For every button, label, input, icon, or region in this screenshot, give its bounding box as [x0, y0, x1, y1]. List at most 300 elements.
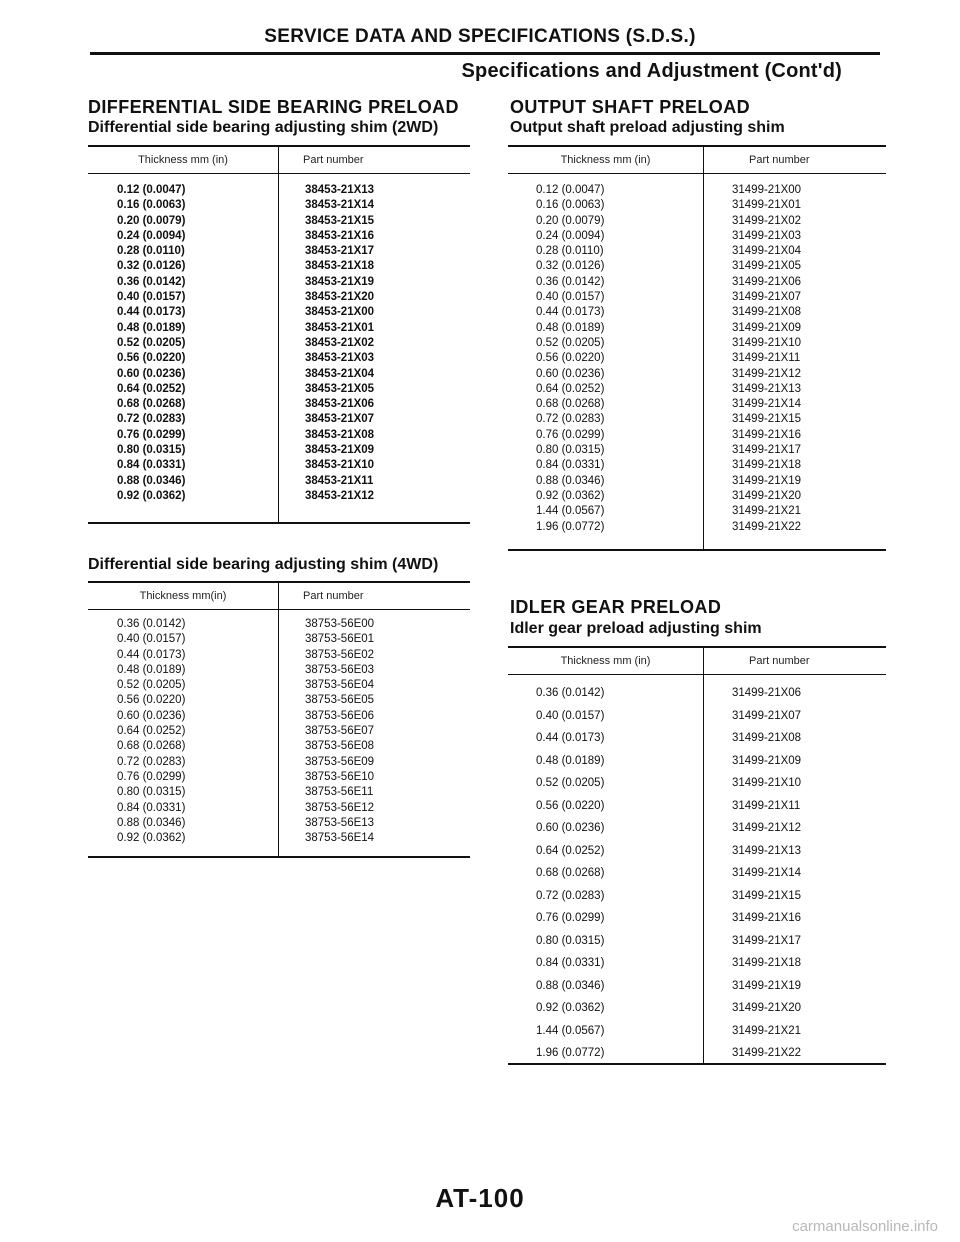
- table-row: [88, 693, 278, 708]
- table-row: [279, 412, 374, 427]
- thickness-cell: 0.68 (0.0268): [536, 398, 605, 411]
- watermark: carmanualsonline.info: [792, 1218, 938, 1235]
- table-row: [88, 336, 278, 351]
- part-number-cell: 31499-21X08: [732, 732, 802, 744]
- part-number-cell: 31499-21X05: [732, 260, 802, 273]
- part-number-cell: 31499-21X19: [732, 474, 802, 487]
- thickness-cell: 0.52 (0.0205): [536, 336, 605, 349]
- part-number-cell: 31499-21X12: [732, 367, 802, 380]
- output-shaft-heading: OUTPUT SHAFT PRELOAD: [510, 97, 750, 117]
- table-row: [508, 244, 703, 259]
- part-number-cell: 38453-21X03: [305, 352, 375, 365]
- part-number-cell: 31499-21X00: [732, 184, 802, 196]
- table-row: [508, 259, 703, 274]
- thickness-cell: 0.32 (0.0126): [117, 260, 186, 273]
- part-number-cell: 31499-21X02: [732, 214, 802, 227]
- thickness-cell: 0.36 (0.0142): [117, 275, 186, 288]
- table-row: [704, 321, 801, 336]
- table-row: [88, 321, 278, 336]
- table-row: [88, 259, 278, 274]
- table-row: [704, 907, 801, 930]
- table-row: [279, 198, 374, 213]
- table-row: [704, 750, 801, 773]
- table-row: [704, 727, 801, 750]
- thickness-cell: 0.64 (0.0252): [536, 382, 605, 395]
- thickness-cell: 0.40 (0.0157): [117, 633, 186, 646]
- table-row: [279, 801, 374, 816]
- thickness-cell: 0.88 (0.0346): [117, 474, 186, 487]
- part-number-cell: 31499-21X13: [732, 382, 802, 395]
- table-row: [508, 290, 703, 305]
- table-row: [704, 198, 801, 213]
- idler-gear-shim-title: Idler gear preload adjusting shim: [510, 620, 762, 637]
- table-row: [279, 489, 374, 504]
- table-row: [704, 885, 801, 908]
- table-row: [704, 474, 801, 489]
- thickness-cell: 0.44 (0.0173): [117, 648, 186, 661]
- table-row: [279, 678, 374, 693]
- thickness-cell: 0.68 (0.0268): [117, 740, 186, 753]
- thickness-cell: 0.24 (0.0094): [117, 229, 186, 242]
- part-number-cell: 38453-21X20: [305, 291, 375, 304]
- thickness-cell: 1.96 (0.0772): [536, 1047, 605, 1059]
- table-row: [704, 862, 801, 885]
- table-row: [704, 290, 801, 305]
- thickness-cell: 0.12 (0.0047): [117, 184, 186, 196]
- table-row: [508, 795, 703, 818]
- thickness-cell: 0.84 (0.0331): [536, 957, 605, 969]
- table-row: [279, 709, 374, 724]
- table-row: [88, 305, 278, 320]
- table-row: [279, 382, 374, 397]
- table-row: [704, 997, 801, 1020]
- thickness-cell: 0.68 (0.0268): [536, 867, 605, 879]
- table-row: [704, 504, 801, 519]
- thickness-cell: 0.92 (0.0362): [536, 1002, 605, 1014]
- table-row: [508, 305, 703, 320]
- part-number-cell: 38453-21X16: [305, 229, 375, 242]
- table-row: [279, 648, 374, 663]
- table-row: [88, 397, 278, 412]
- part-number-cell: 38753-56E08: [305, 740, 375, 753]
- table-row: [508, 397, 703, 412]
- table-row: [508, 1042, 703, 1065]
- part-number-cell: 31499-21X16: [732, 428, 802, 441]
- part-number-cell: 38753-56E03: [305, 663, 375, 676]
- table-row: [88, 214, 278, 229]
- thickness-cell: 0.80 (0.0315): [117, 444, 186, 457]
- part-number-cell: 38753-56E09: [305, 755, 375, 768]
- col-header-thickness: Thickness mm (in): [508, 147, 704, 173]
- table-row: [508, 336, 703, 351]
- thickness-cell: 0.88 (0.0346): [536, 474, 605, 487]
- table-row: [88, 739, 278, 754]
- table-row: [88, 489, 278, 504]
- part-number-cell: 38453-21X19: [305, 275, 375, 288]
- table-row: [88, 428, 278, 443]
- thickness-cell: 0.20 (0.0079): [117, 214, 186, 227]
- thickness-cell: 0.60 (0.0236): [536, 367, 605, 380]
- table-row: [704, 412, 801, 427]
- output-shaft-shim-table: [508, 145, 886, 551]
- table-row: [508, 952, 703, 975]
- thickness-cell: 1.44 (0.0567): [536, 1024, 605, 1037]
- part-number-cell: 38453-21X15: [305, 214, 375, 227]
- thickness-cell: 0.80 (0.0315): [536, 444, 605, 457]
- part-number-cell: 38753-56E12: [305, 801, 375, 814]
- table-row: [88, 617, 278, 632]
- table-row: [704, 382, 801, 397]
- table-row: [704, 795, 801, 818]
- part-number-cell: 38453-21X08: [305, 428, 375, 441]
- thickness-cell: 0.36 (0.0142): [536, 687, 605, 699]
- page-header-title: SERVICE DATA AND SPECIFICATIONS (S.D.S.): [264, 26, 696, 47]
- part-number-cell: 31499-21X15: [732, 889, 802, 902]
- part-number-cell: 31499-21X12: [732, 822, 802, 834]
- thickness-cell: 0.44 (0.0173): [117, 306, 186, 319]
- part-column: [279, 610, 374, 856]
- table-row: [704, 840, 801, 863]
- table-row: [88, 229, 278, 244]
- thickness-cell: 0.60 (0.0236): [117, 709, 186, 722]
- table-row: [88, 678, 278, 693]
- thickness-cell: 0.40 (0.0157): [117, 291, 186, 304]
- part-number-cell: 38453-21X02: [305, 336, 375, 349]
- table-row: [88, 785, 278, 800]
- table-row: [704, 930, 801, 953]
- table-row: [508, 367, 703, 382]
- table-row: [88, 183, 278, 198]
- part-number-cell: 31499-21X18: [732, 957, 802, 969]
- table-row: [508, 930, 703, 953]
- thickness-cell: 0.64 (0.0252): [117, 725, 186, 738]
- thickness-cell: 0.28 (0.0110): [117, 245, 185, 258]
- table-row: [88, 275, 278, 290]
- table-row: [508, 474, 703, 489]
- col-header-part: Part number: [303, 590, 364, 602]
- part-number-cell: 38753-56E04: [305, 679, 375, 692]
- part-number-cell: 31499-21X01: [732, 199, 802, 212]
- table-row: [279, 275, 374, 290]
- col-header-thickness: Thickness mm (in): [88, 147, 279, 173]
- table-row: [88, 648, 278, 663]
- table-row: [279, 336, 374, 351]
- part-number-cell: 31499-21X06: [732, 687, 802, 699]
- table-row: [508, 198, 703, 213]
- table-row: [704, 489, 801, 504]
- table-row: [508, 862, 703, 885]
- thickness-cell: 1.44 (0.0567): [536, 505, 605, 518]
- table-row: [88, 198, 278, 213]
- idler-gear-shim-table: [508, 646, 886, 1065]
- table-row: [508, 351, 703, 366]
- table-row: [88, 709, 278, 724]
- part-number-cell: 38453-21X13: [305, 184, 375, 196]
- table-row: [279, 474, 374, 489]
- thickness-cell: 0.56 (0.0220): [536, 352, 605, 365]
- table-row: [508, 727, 703, 750]
- table-row: [508, 997, 703, 1020]
- part-number-cell: 31499-21X13: [732, 844, 802, 857]
- table-row: [508, 840, 703, 863]
- table-row: [279, 443, 374, 458]
- table-row: [88, 474, 278, 489]
- table-row: [508, 321, 703, 336]
- thickness-cell: 0.84 (0.0331): [536, 459, 605, 472]
- table-row: [279, 739, 374, 754]
- table-row: [704, 229, 801, 244]
- part-number-cell: 31499-21X17: [732, 934, 802, 947]
- thickness-cell: 0.40 (0.0157): [536, 709, 605, 722]
- table-row: [508, 750, 703, 773]
- part-number-cell: 38753-56E01: [305, 633, 375, 646]
- part-number-cell: 31499-21X21: [732, 1024, 802, 1037]
- part-number-cell: 31499-21X18: [732, 459, 802, 472]
- table-row: [279, 755, 374, 770]
- table-row: [508, 907, 703, 930]
- thickness-cell: 0.72 (0.0283): [536, 413, 605, 426]
- table-row: [508, 885, 703, 908]
- table-row: [704, 367, 801, 382]
- part-number-cell: 38453-21X04: [305, 367, 375, 380]
- thickness-cell: 0.88 (0.0346): [536, 979, 605, 992]
- part-number-cell: 31499-21X20: [732, 489, 802, 502]
- part-number-cell: 38453-21X17: [305, 245, 375, 258]
- thickness-cell: 0.92 (0.0362): [117, 489, 186, 502]
- table-row: [704, 397, 801, 412]
- table-row: [279, 229, 374, 244]
- table-row: [279, 305, 374, 320]
- table-row: [279, 367, 374, 382]
- thickness-cell: 0.56 (0.0220): [536, 799, 605, 812]
- part-number-cell: 31499-21X06: [732, 275, 802, 288]
- thickness-cell: 0.56 (0.0220): [117, 352, 186, 365]
- thickness-cell: 0.92 (0.0362): [536, 489, 605, 502]
- part-number-cell: 38453-21X06: [305, 398, 375, 411]
- thickness-cell: 0.60 (0.0236): [117, 367, 186, 380]
- table-row: [704, 1042, 801, 1065]
- part-number-cell: 38453-21X05: [305, 382, 375, 395]
- part-number-cell: 31499-21X20: [732, 1002, 802, 1014]
- table-row: [704, 305, 801, 320]
- thickness-cell: 0.88 (0.0346): [117, 816, 186, 829]
- thickness-cell: 0.48 (0.0189): [536, 754, 605, 767]
- col-header-part: Part number: [749, 154, 810, 166]
- thickness-cell: 0.16 (0.0063): [117, 199, 186, 212]
- part-number-cell: 38453-21X01: [305, 321, 375, 334]
- part-column: [704, 675, 801, 1063]
- table-row: [508, 772, 703, 795]
- part-number-cell: 31499-21X08: [732, 306, 802, 319]
- part-number-cell: 31499-21X22: [732, 1047, 802, 1059]
- thickness-cell: 0.72 (0.0283): [117, 755, 186, 768]
- thickness-cell: 0.76 (0.0299): [117, 428, 186, 441]
- part-number-cell: 38453-21X11: [305, 474, 374, 487]
- table-row: [508, 489, 703, 504]
- part-number-cell: 31499-21X19: [732, 979, 802, 992]
- shim-2wd-table: [88, 145, 470, 524]
- header-rule: [90, 52, 880, 55]
- thickness-cell: 1.96 (0.0772): [536, 520, 605, 533]
- thickness-cell: 0.44 (0.0173): [536, 732, 605, 744]
- table-row: [88, 290, 278, 305]
- table-row: [508, 214, 703, 229]
- table-row: [88, 351, 278, 366]
- part-number-cell: 38753-56E07: [305, 725, 375, 738]
- table-row: [279, 831, 374, 846]
- part-number-cell: 38453-21X09: [305, 444, 375, 457]
- table-row: [88, 755, 278, 770]
- part-number-cell: 38753-56E11: [305, 786, 374, 799]
- table-row: [279, 351, 374, 366]
- thickness-column: [508, 675, 704, 1063]
- thickness-cell: 0.64 (0.0252): [536, 844, 605, 857]
- table-row: [704, 183, 801, 198]
- table-row: [88, 724, 278, 739]
- part-number-cell: 31499-21X03: [732, 229, 802, 242]
- table-row: [508, 1020, 703, 1043]
- table-row: [704, 705, 801, 728]
- part-number-cell: 31499-21X11: [732, 799, 801, 812]
- table-row: [704, 952, 801, 975]
- part-number-cell: 31499-21X21: [732, 505, 802, 518]
- table-row: [279, 663, 374, 678]
- table-row: [508, 458, 703, 473]
- thickness-cell: 0.52 (0.0205): [117, 679, 186, 692]
- table-row: [704, 817, 801, 840]
- table-row: [704, 975, 801, 998]
- table-row: [704, 259, 801, 274]
- part-number-cell: 31499-21X04: [732, 245, 802, 258]
- part-number-cell: 31499-21X07: [732, 709, 802, 722]
- shim-4wd-title: Differential side bearing adjusting shim (4WD): [88, 556, 439, 573]
- thickness-cell: 0.64 (0.0252): [117, 382, 186, 395]
- part-number-cell: 38453-21X07: [305, 413, 375, 426]
- thickness-cell: 0.48 (0.0189): [117, 321, 186, 334]
- table-row: [88, 770, 278, 785]
- table-row: [508, 504, 703, 519]
- thickness-cell: 0.92 (0.0362): [117, 832, 186, 845]
- thickness-cell: 0.68 (0.0268): [117, 398, 186, 411]
- thickness-cell: 0.36 (0.0142): [117, 618, 186, 630]
- table-row: [704, 520, 801, 535]
- table-row: [508, 443, 703, 458]
- table-row: [279, 724, 374, 739]
- table-row: [508, 682, 703, 705]
- table-row: [508, 412, 703, 427]
- table-row: [88, 443, 278, 458]
- table-row: [279, 183, 374, 198]
- table-row: [704, 214, 801, 229]
- thickness-cell: 0.72 (0.0283): [117, 413, 186, 426]
- thickness-cell: 0.44 (0.0173): [536, 306, 605, 319]
- table-row: [704, 244, 801, 259]
- part-number-cell: 38453-21X10: [305, 459, 375, 472]
- table-row: [704, 1020, 801, 1043]
- thickness-cell: 0.76 (0.0299): [536, 428, 605, 441]
- part-number-cell: 31499-21X07: [732, 291, 802, 304]
- table-row: [279, 632, 374, 647]
- part-number-cell: 31499-21X11: [732, 352, 801, 365]
- part-number-cell: 31499-21X14: [732, 398, 802, 411]
- table-row: [508, 428, 703, 443]
- table-row: [88, 382, 278, 397]
- thickness-cell: 0.80 (0.0315): [117, 786, 186, 799]
- thickness-cell: 0.48 (0.0189): [117, 663, 186, 676]
- part-number-cell: 31499-21X16: [732, 912, 802, 924]
- part-number-cell: 38753-56E10: [305, 770, 375, 783]
- table-row: [704, 443, 801, 458]
- col-header-part: Part number: [749, 655, 810, 667]
- output-shaft-shim-title: Output shaft preload adjusting shim: [510, 119, 785, 136]
- part-number-cell: 38753-56E00: [305, 618, 375, 630]
- thickness-cell: 0.84 (0.0331): [117, 459, 186, 472]
- table-row: [704, 275, 801, 290]
- part-number-cell: 31499-21X09: [732, 321, 802, 334]
- thickness-cell: 0.76 (0.0299): [117, 770, 186, 783]
- table-row: [704, 458, 801, 473]
- shim-4wd-table: [88, 581, 470, 858]
- table-row: [704, 428, 801, 443]
- part-number-cell: 31499-21X10: [732, 336, 802, 349]
- table-row: [508, 382, 703, 397]
- table-row: [279, 214, 374, 229]
- thickness-cell: 0.60 (0.0236): [536, 822, 605, 834]
- table-row: [88, 458, 278, 473]
- part-number-cell: 31499-21X09: [732, 754, 802, 767]
- thickness-cell: 0.28 (0.0110): [536, 245, 604, 258]
- table-row: [279, 693, 374, 708]
- differential-heading: DIFFERENTIAL SIDE BEARING PRELOAD: [88, 97, 459, 117]
- page-number: AT-100: [435, 1183, 525, 1213]
- table-row: [88, 244, 278, 259]
- table-row: [88, 367, 278, 382]
- part-number-cell: 38753-56E14: [305, 832, 375, 845]
- table-row: [279, 259, 374, 274]
- table-row: [279, 397, 374, 412]
- thickness-cell: 0.48 (0.0189): [536, 321, 605, 334]
- part-number-cell: 31499-21X15: [732, 413, 802, 426]
- part-number-cell: 31499-21X17: [732, 444, 802, 457]
- table-row: [279, 816, 374, 831]
- idler-gear-heading: IDLER GEAR PRELOAD: [510, 597, 722, 617]
- table-row: [88, 632, 278, 647]
- table-row: [88, 412, 278, 427]
- part-number-cell: 31499-21X22: [732, 520, 802, 533]
- col-header-thickness: Thickness mm(in): [88, 583, 279, 609]
- thickness-cell: 0.24 (0.0094): [536, 229, 605, 242]
- part-number-cell: 38753-56E05: [305, 694, 375, 707]
- table-row: [279, 428, 374, 443]
- part-number-cell: 38753-56E13: [305, 816, 375, 829]
- thickness-cell: 0.16 (0.0063): [536, 199, 605, 212]
- col-header-part: Part number: [303, 154, 364, 166]
- part-number-cell: 38453-21X18: [305, 260, 375, 273]
- table-row: [704, 772, 801, 795]
- table-row: [279, 244, 374, 259]
- table-row: [279, 785, 374, 800]
- table-row: [279, 290, 374, 305]
- table-row: [88, 663, 278, 678]
- thickness-cell: 0.80 (0.0315): [536, 934, 605, 947]
- table-row: [88, 801, 278, 816]
- page-header-subtitle: Specifications and Adjustment (Cont'd): [461, 60, 842, 82]
- thickness-cell: 0.36 (0.0142): [536, 275, 605, 288]
- col-header-thickness: Thickness mm (in): [508, 648, 704, 674]
- table-row: [704, 682, 801, 705]
- thickness-column: [88, 610, 279, 856]
- table-row: [508, 520, 703, 535]
